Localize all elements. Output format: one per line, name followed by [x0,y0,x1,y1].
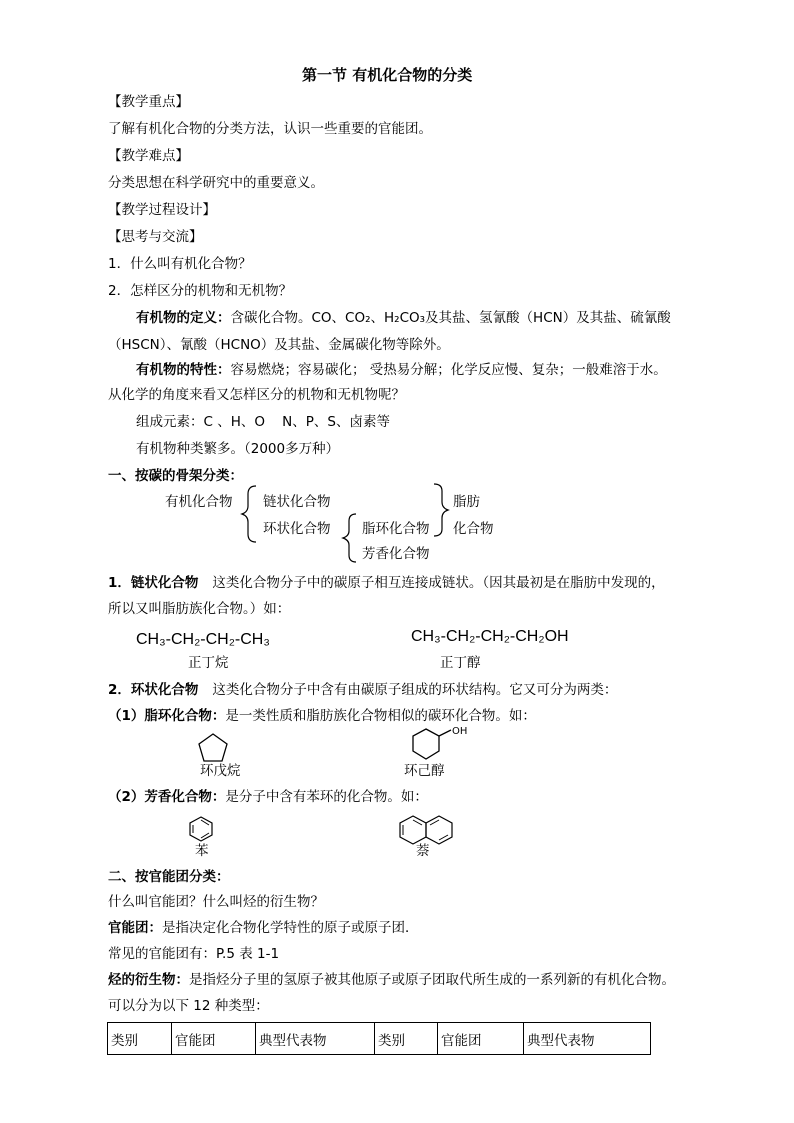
table-header-cell: 类别 [375,1023,438,1055]
chain-line-1 [108,577,665,591]
definition-text-1: 含碳化合物。CO、CO₂、H₂CO₃及其盐、氢氰酸（HCN）及其盐、硫氰酸 [230,310,671,326]
tree-right-bottom: 化合物 [453,521,494,537]
table-header-row [108,1023,651,1055]
table-header-cell: 典型代表物 [524,1023,651,1055]
difficulty-text: 分类思想在科学研究中的重要意义。 [108,175,324,191]
derivative-table [107,1022,651,1055]
name-cyclopentane: 环戊烷 [200,763,241,779]
question-1: 1．什么叫有机化合物？ [108,256,252,272]
tree-chain: 链状化合物 [263,494,331,510]
focus-text: 了解有机化合物的分类方法，认识一些重要的官能团。 [108,121,432,137]
table-header-cell: 典型代表物 [256,1023,375,1055]
definition-line-2: （HSCN）、氰酸（HCNO）及其盐、金属碳化物等除外。 [108,337,450,353]
aromatic-line [108,791,428,805]
tree-ring: 环状化合物 [263,521,331,537]
name-cyclohexanol: 环己醇 [404,763,445,779]
deriv-line [108,974,675,988]
fg-text: 是指决定化合物化学特性的原子或原子团． [162,920,419,936]
deriv-label: 烃的衍生物： [108,972,189,988]
naphthalene-structure [398,814,458,846]
ring-line [108,684,617,698]
tree-aromatic: 芳香化合物 [362,546,430,562]
variety: 有机物种类繁多。（2000多万种） [136,441,340,457]
tree-alicyclic: 脂环化合物 [362,521,430,537]
benzene-structure [188,815,216,843]
aromatic-label: （2）芳香化合物： [108,789,226,805]
common-fg: 常见的官能团有：P.5 表 1-1 [108,946,280,962]
chain-label: 1．链状化合物 [108,575,199,591]
alicyclic-line [108,710,536,724]
chain-line-2: 所以又叫脂肪族化合物。）如： [108,601,291,617]
process-heading: 【教学过程设计】 [108,202,216,218]
section2-heading: 二、按官能团分类： [108,869,230,885]
question-2: 2．怎样区分的机物和无机物？ [108,283,293,299]
section1-heading: 一、按碳的骨架分类： [108,468,243,484]
properties-line [136,364,667,378]
table-header-cell: 官能团 [438,1023,524,1055]
definition-line-1 [136,312,671,326]
name-butane: 正丁烷 [188,655,229,671]
table-header-cell: 类别 [108,1023,172,1055]
cyclopentane-structure [196,732,230,764]
deriv-text: 是指烃分子里的氢原子被其他原子或原子团取代所生成的一系列新的有机化合物。 [189,972,675,988]
fg-label: 官能团： [108,920,162,936]
formula-butanol: CH₃-CH₂-CH₂-CH₂OH [411,628,569,645]
types-line: 可以分为以下 12 种类型： [108,998,269,1014]
page-title: 第一节 有机化合物的分类 [302,66,473,84]
alicyclic-label: （1）脂环化合物： [108,708,226,724]
properties-label: 有机物的特性： [136,362,231,378]
section2-question: 什么叫官能团？什么叫烃的衍生物？ [108,894,324,910]
focus-heading: 【教学重点】 [108,94,189,110]
brace-left-2 [340,512,360,564]
formula-butane: CH₃-CH₂-CH₂-CH₃ [136,631,270,648]
think-heading: 【思考与交流】 [108,229,203,245]
ring-text: 这类化合物分子中含有由碳原子组成的环状结构。它又可分为两类： [212,682,618,698]
name-benzene: 苯 [195,843,209,859]
brace-left-1 [240,484,260,544]
chain-text-1: 这类化合物分子中的碳原子相互连接成链状。（因其最初是在脂肪中发现的， [212,575,665,591]
table-header-cell: 官能团 [172,1023,256,1055]
name-naphthalene: 萘 [416,843,430,859]
aromatic-text: 是分子中含有苯环的化合物。如： [225,789,428,805]
difficulty-heading: 【教学难点】 [108,148,189,164]
alicyclic-text: 是一类性质和脂肪族化合物相似的碳环化合物。如： [225,708,536,724]
properties-text: 容易燃烧；容易碳化； 受热易分解；化学反应慢、复杂；一般难溶于水。 [230,362,667,378]
brace-right [430,482,450,538]
oh-label: OH [452,726,468,737]
ring-label: 2．环状化合物 [108,682,199,698]
tree-root: 有机化合物 [165,494,233,510]
name-butanol: 正丁醇 [440,655,481,671]
elements: 组成元素：C 、H、O N、P、S、卤素等 [136,414,390,430]
fg-line [108,922,419,936]
definition-label: 有机物的定义： [136,310,231,326]
tree-right-top: 脂肪 [453,494,480,510]
chem-angle: 从化学的角度来看又怎样区分的机物和无机物呢？ [108,387,405,403]
